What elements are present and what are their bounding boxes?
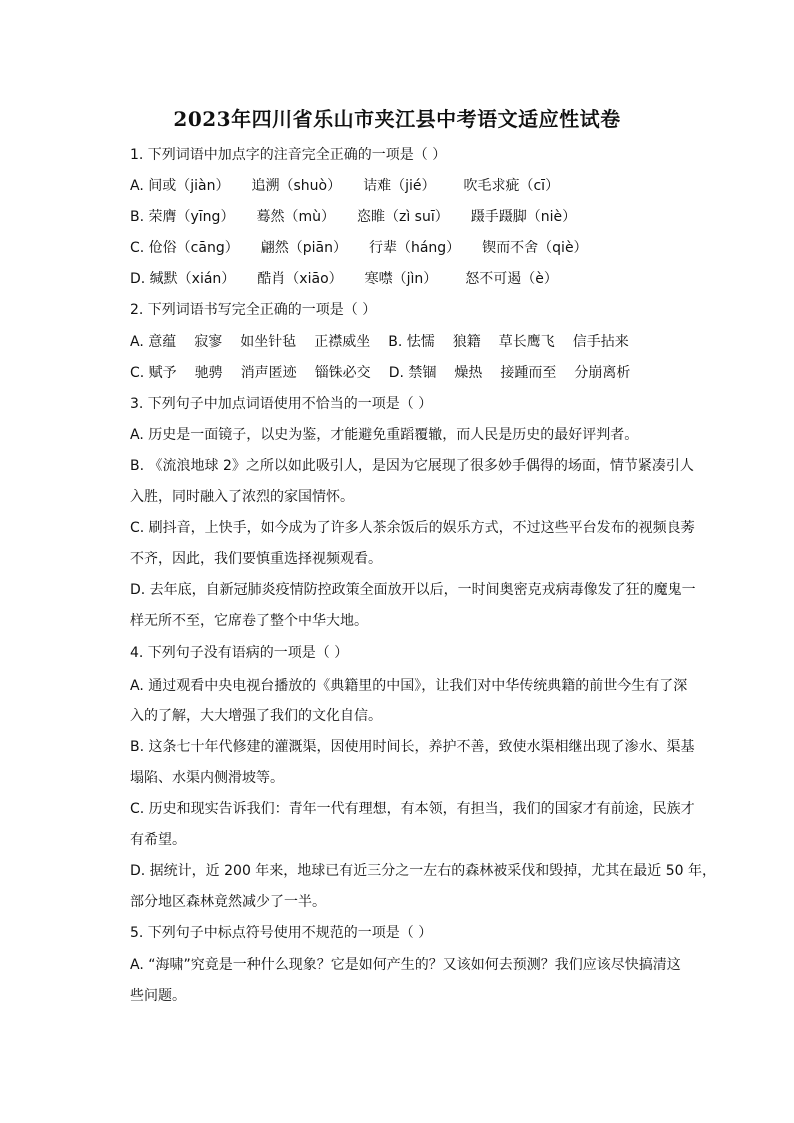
q1-d-word-1: D. 缄默（xián）	[130, 271, 236, 287]
q3-option-d-line1: D. 去年底，自新冠肺炎疫情防控政策全面放开以后，一时间奥密克戎病毒像发了狂的魔鬼一	[130, 582, 696, 598]
q2-c-word-4: 锱铢必交	[314, 365, 371, 381]
q1-option-d	[130, 269, 700, 289]
q5-option-a-line2: 些问题。	[130, 988, 186, 1004]
q2-stem: 2. 下列词语书写完全正确的一项是（ ）	[130, 302, 377, 318]
q1-c-word-1: C. 伧俗（cāng）	[130, 240, 239, 256]
q2-options-ab	[130, 332, 700, 352]
q2-b-word-4: 信手拈来	[572, 334, 629, 350]
q1-b-word-3: 恣睢（zì suī）	[356, 209, 449, 225]
q1-option-a	[130, 176, 700, 196]
q1-b-word-1: B. 荣膺（yīng）	[130, 209, 235, 225]
q2-d-word-3: 接踵而至	[500, 365, 557, 381]
q5-stem: 5. 下列句子中标点符号使用不规范的一项是（ ）	[130, 925, 433, 941]
q4-option-c-line1: C. 历史和现实告诉我们：青年一代有理想，有本领，有担当，我们的国家才有前途，民族才	[130, 801, 695, 817]
exam-title: 2023年四川省乐山市夹江县中考语文适应性试卷	[173, 107, 621, 131]
q1-option-b	[130, 207, 700, 227]
q4-option-b-line2: 塌陷、水渠内侧滑坡等。	[130, 770, 284, 786]
q4-option-a-line1: A. 通过观看中央电视台播放的《典籍里的中国》，让我们对中华传统典籍的前世今生有了深	[130, 678, 688, 694]
q4-option-d-line2: 部分地区森林竟然减少了一半。	[130, 894, 326, 910]
q1-c-word-3: 行辈（háng）	[368, 240, 461, 256]
q4-option-a-line2: 入的了解，大大增强了我们的文化自信。	[130, 708, 382, 724]
q1-option-c	[130, 238, 700, 258]
q1-d-word-3: 寒噤（jìn）	[364, 271, 438, 287]
q1-a-word-2: 追溯（shuò）	[251, 178, 342, 194]
q2-d-word-2: 燥热	[454, 365, 483, 381]
q2-d-word-1: D. 禁锢	[388, 365, 437, 381]
q1-c-word-4: 锲而不舍（qiè）	[482, 240, 588, 256]
q2-b-word-3: 草长鹰飞	[498, 334, 555, 350]
q1-b-word-2: 蓦然（mù）	[256, 209, 335, 225]
q1-b-word-4: 蹑手蹑脚（niè）	[470, 209, 577, 225]
q2-c-word-2: 驰骋	[194, 365, 223, 381]
q1-d-word-2: 酷肖（xiāo）	[257, 271, 343, 287]
q1-d-word-4: 怒不可遏（è）	[465, 271, 558, 287]
q3-option-b-line1: B. 《流浪地球 2》之所以如此吸引人，是因为它展现了很多妙手偶得的场面，情节紧凑引人	[130, 458, 694, 474]
q1-stem: 1. 下列词语中加点字的注音完全正确的一项是（ ）	[130, 147, 447, 163]
q1-a-word-3: 诘难（jié）	[363, 178, 436, 194]
q3-option-b-line2: 入胜，同时融入了浓烈的家国情怀。	[130, 489, 354, 505]
q3-option-d-line2: 样无所不至，它席卷了整个中华大地。	[130, 613, 368, 629]
q2-c-word-1: C. 赋予	[130, 365, 177, 381]
q2-a-word-2: 寂寥	[194, 334, 223, 350]
q3-option-c-line1: C. 刷抖音，上快手，如今成为了许多人茶余饭后的娱乐方式，不过这些平台发布的视频良莠	[130, 520, 695, 536]
q1-a-word-4: 吹毛求疵（cī）	[463, 178, 560, 194]
q2-d-word-4: 分崩离析	[574, 365, 631, 381]
q4-option-b-line1: B. 这条七十年代修建的灌溉渠，因使用时间长，养护不善，致使水渠相继出现了渗水、渠基	[130, 739, 695, 755]
q2-b-word-1: B. 怯懦	[388, 334, 435, 350]
q5-option-a-line1: A. “海啸”究竟是一种什么现象？它是如何产生的？又该如何去预测？我们应该尽快搞清这	[130, 957, 681, 973]
q3-option-c-line2: 不齐，因此，我们要慎重选择视频观看。	[130, 551, 382, 567]
q2-a-word-4: 正襟威坐	[314, 334, 371, 350]
q2-a-word-3: 如坐针毡	[240, 334, 297, 350]
q4-option-c-line2: 有希望。	[130, 832, 186, 848]
q4-option-d-line1: D. 据统计，近 200 年来，地球已有近三分之一左右的森林被采伐和毁掉，尤其在最近 50 年，	[130, 863, 717, 879]
q2-options-cd	[130, 363, 700, 383]
q1-c-word-2: 翩然（piān）	[260, 240, 347, 256]
q2-c-word-3: 消声匿迹	[240, 365, 297, 381]
q2-a-word-1: A. 意蕴	[130, 334, 177, 350]
q2-b-word-2: 狼籍	[452, 334, 481, 350]
q3-option-a: A. 历史是一面镜子，以史为鉴，才能避免重蹈覆辙，而人民是历史的最好评判者。	[130, 427, 639, 443]
q1-a-word-1: A. 间或（jiàn）	[130, 178, 230, 194]
q4-stem: 4. 下列句子没有语病的一项是（ ）	[130, 645, 349, 661]
q3-stem: 3. 下列句子中加点词语使用不恰当的一项是（ ）	[130, 396, 433, 412]
